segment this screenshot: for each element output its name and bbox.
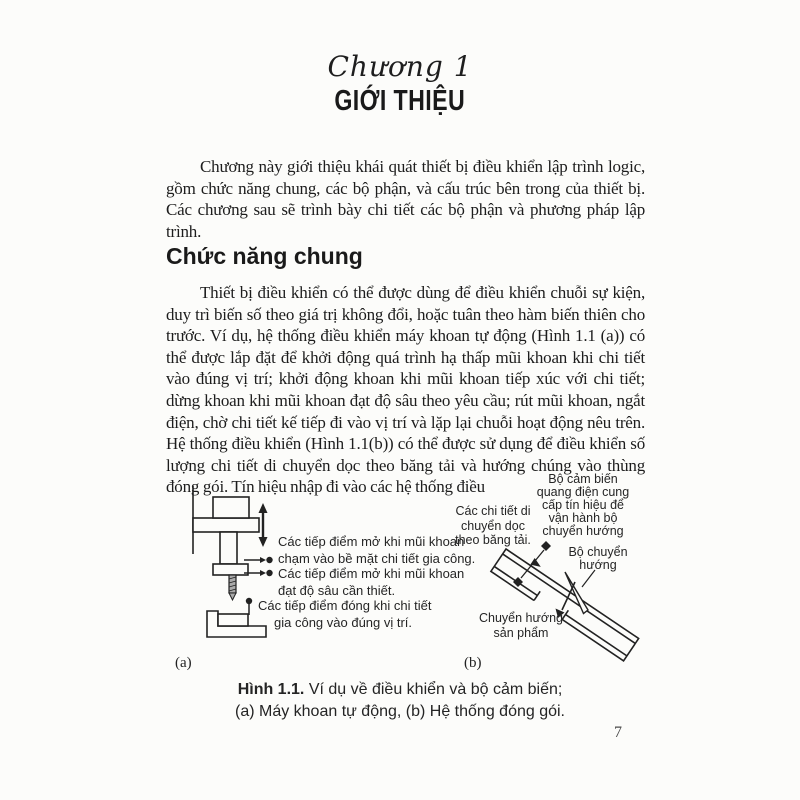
figure-label-a: (a) <box>175 655 192 671</box>
photo-sensor-diamond-icon <box>541 541 551 551</box>
caption-line-1 <box>0 679 800 701</box>
figure-caption <box>0 679 800 723</box>
annotation-depth: Các tiếp điểm mở khi mũi khoan đạt độ sâu cần thiết. <box>278 566 465 598</box>
drill-motor <box>213 497 249 518</box>
drill-bit <box>229 575 236 600</box>
drill-shaft <box>220 532 237 564</box>
section-heading: Chức năng chung <box>166 243 363 269</box>
figure-label-b: (b) <box>464 655 482 671</box>
contact-pointer-touch <box>244 557 273 563</box>
page-number: 7 <box>614 724 622 741</box>
sensor-note: Bộ cảm biến quang điện cung cấp tín hiệu để vận hành bộ chuyển hướng <box>536 472 630 538</box>
diverter-leader-line <box>582 570 595 587</box>
position-contact-pin <box>246 598 252 615</box>
caption-number: Hình 1.1. <box>237 681 305 698</box>
annotation-position: Các tiếp điểm đóng khi chi tiết gia công vào đúng vị trí. <box>258 598 432 630</box>
intro-paragraph: Chương này giới thiệu khái quát thiết bị điều khiển lập trình logic, gồm chức năng chung, các bộ phận, và cấu trúc bên trong của thiết bị. Các chương sau sẽ trình bày chi tiết các bộ phận và phương pháp lập trình. <box>166 157 645 241</box>
up-down-arrow-icon <box>259 503 268 547</box>
workpiece <box>218 614 248 626</box>
annotation-touch: Các tiếp điểm mở khi mũi khoan chạm vào bề mặt chi tiết gia công. <box>278 534 476 566</box>
contact-dot-icon <box>246 598 252 604</box>
drill-arm <box>193 518 259 532</box>
contact-dot-icon <box>266 570 272 576</box>
divert-note: Chuyển hướng sản phẩm <box>479 611 563 640</box>
page-title-wrap <box>0 85 800 118</box>
page-title: GIỚI THIỆU <box>334 85 466 117</box>
drill-chuck <box>213 564 248 575</box>
section-paragraph: Thiết bị điều khiển có thể được dùng để điều khiển chuỗi sự kiện, duy trì biến số theo giá trị không đổi, hoặc tuân theo hàm biến thiên cho trước. Ví dụ, hệ thống điều khiển máy khoan tự động (Hình 1.1 (a)) có thể được lắp đặt để khởi động quá trình hạ thấp mũi khoan khi chi tiết vào đúng vị trí; khởi động khoan khi mũi khoan tiếp xúc với chi tiết; dừng khoan khi mũi khoan đạt độ sâu theo yêu cầu; rút mũi khoan, ngắt điện, chờ chi tiết kế tiếp đi vào vị trí và lặp lại chuỗi hoạt động nêu trên. Hệ thống điều khiển (Hình 1.1(b)) có thể được sử dụng để điều khiển số lượng chi tiết di chuyển dọc theo băng tải và hướng chúng vào thùng đóng gói. Tín hiệu nhập đi vào các hệ thống điều <box>166 283 645 497</box>
parts-note: Các chi tiết di chuyển dọc theo băng tải. <box>455 504 531 547</box>
diverter-note: Bộ chuyển hướng <box>568 545 628 572</box>
contact-dot-icon <box>266 557 272 563</box>
chapter-label: Chương 1 <box>327 50 473 83</box>
caption-line-2: (a) Máy khoan tự động, (b) Hệ thống đóng gói. <box>234 703 565 720</box>
caption-text: Ví dụ về điều khiển và bộ cảm biến; <box>304 681 563 698</box>
